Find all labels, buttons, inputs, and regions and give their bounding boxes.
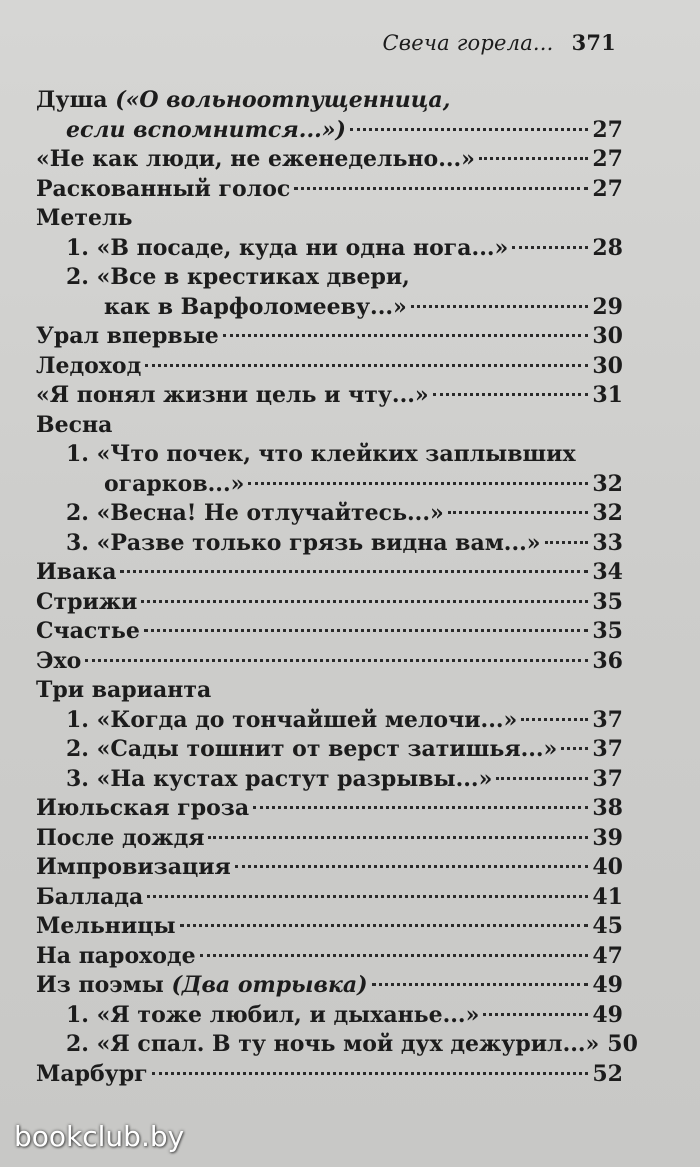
toc-entry-page: 28 [592, 234, 623, 261]
dot-leader [144, 629, 589, 632]
toc-entry [36, 440, 623, 470]
dot-leader [433, 393, 589, 396]
toc-entry-title-text: «Не как люди, не еженедельно...» [36, 146, 475, 172]
running-head [383, 30, 616, 55]
toc-entry-page: 52 [592, 1060, 623, 1087]
toc-entry-page: 49 [592, 972, 623, 998]
toc-entry-page: 33 [592, 529, 623, 556]
toc-entry-title-text: 1. «Когда до тончайшей мелочи...» [66, 706, 518, 733]
toc-entry [36, 234, 623, 264]
toc-entry [36, 529, 623, 559]
toc-entry-page: 35 [592, 588, 623, 615]
table-of-contents [36, 86, 638, 1089]
toc-entry [36, 116, 623, 146]
toc-entry-title-text: Счастье [36, 618, 140, 644]
toc-entry-title [66, 1001, 479, 1031]
dot-leader [294, 187, 588, 190]
toc-entry-title-text: Три варианта [36, 677, 212, 703]
toc-entry-page: 37 [592, 736, 623, 762]
toc-entry [36, 824, 623, 854]
toc-entry [36, 499, 623, 529]
toc-entry-page: 45 [592, 913, 623, 939]
dot-leader [448, 511, 589, 514]
toc-entry-page: 30 [592, 352, 623, 379]
toc-entry-page: 31 [592, 382, 623, 408]
toc-entry-page: 32 [592, 500, 623, 526]
dot-leader [561, 747, 588, 750]
toc-entry-title [36, 204, 132, 234]
toc-entry [36, 470, 623, 500]
toc-entry-title-text: Марбург [36, 1060, 148, 1087]
toc-entry-title-text: 1. «Что почек, что клейких заплывших [66, 441, 576, 467]
toc-entry-title [66, 529, 541, 559]
toc-entry-title [36, 175, 290, 205]
toc-entry [36, 735, 623, 765]
toc-entry-title-text: Эхо [36, 647, 82, 674]
toc-entry-title [66, 440, 576, 470]
page-number: 371 [571, 30, 616, 55]
toc-entry-title-text: Урал впервые [36, 323, 219, 349]
toc-entry [36, 588, 623, 618]
dot-leader [200, 954, 589, 957]
dot-leader [411, 305, 589, 308]
dot-leader [147, 895, 588, 898]
toc-entry-title-text: 2. «Сады тошнит от верст затишья...» [66, 736, 558, 762]
toc-entry-title [36, 676, 211, 706]
toc-entry [36, 794, 623, 824]
dot-leader [521, 718, 588, 721]
toc-entry-title [66, 735, 557, 765]
toc-entry [36, 676, 623, 706]
toc-entry-title [36, 794, 249, 824]
toc-entry-page: 34 [592, 559, 623, 585]
toc-entry-page: 40 [592, 854, 623, 880]
toc-entry-title [36, 971, 368, 1001]
toc-entry [36, 381, 623, 411]
toc-entry [36, 263, 623, 293]
toc-entry-title-text: 2. «Все в крестиках двери, [66, 264, 410, 290]
toc-entry [36, 352, 623, 382]
toc-entry-title [104, 293, 407, 323]
toc-entry [36, 322, 623, 352]
dot-leader [512, 246, 588, 249]
toc-entry [36, 1060, 623, 1090]
dot-leader [248, 482, 588, 485]
dot-leader [483, 1013, 588, 1016]
dot-leader [253, 806, 588, 809]
toc-entry-title-text: Мельницы [36, 913, 176, 939]
toc-entry-page: 27 [592, 116, 623, 143]
toc-entry [36, 204, 623, 234]
dot-leader [350, 128, 588, 131]
toc-entry [36, 617, 623, 647]
toc-entry-title [36, 942, 196, 972]
toc-entry-title [36, 411, 112, 441]
toc-entry-title-text: Ивака [36, 559, 117, 585]
toc-entry-page: 30 [592, 323, 623, 349]
toc-entry-page: 49 [592, 1001, 623, 1028]
toc-entry-page: 27 [592, 146, 623, 172]
toc-entry-title [36, 912, 176, 942]
toc-entry-page: 29 [592, 293, 623, 320]
toc-entry-title-text: Июльская гроза [36, 795, 250, 821]
toc-entry-title-text: как в Варфоломееву...» [104, 293, 407, 320]
toc-entry-title [36, 617, 140, 647]
dot-leader [235, 865, 589, 868]
dot-leader [85, 659, 588, 662]
toc-entry-title-text: 2. «Весна! Не отлучайтесь...» [66, 500, 444, 526]
toc-entry-title [36, 322, 219, 352]
toc-entry [36, 1030, 638, 1060]
toc-entry-title-text: Импровизация [36, 854, 231, 880]
toc-entry [36, 883, 623, 913]
toc-entry-title [36, 1060, 148, 1090]
toc-entry-page: 32 [592, 470, 623, 497]
toc-entry-title-text: огарков...» [104, 470, 245, 497]
toc-entry-title-text: Ледоход [36, 352, 142, 379]
toc-entry-page: 35 [592, 618, 623, 644]
toc-entry-title-text: 2. «Я спал. В ту ночь мой дух дежурил...» [66, 1031, 600, 1057]
toc-entry-title [36, 824, 204, 854]
toc-entry-title-text: 3. «Разве только грязь видна вам...» [66, 529, 541, 556]
toc-entry-title [66, 765, 492, 795]
toc-entry [36, 971, 623, 1001]
toc-entry-title [36, 883, 143, 913]
toc-entry-title-text: «Я понял жизни цель и чту...» [36, 382, 429, 408]
toc-entry [36, 86, 623, 116]
toc-entry-title-text: После дождя [36, 824, 205, 851]
toc-entry [36, 853, 623, 883]
dot-leader [223, 334, 589, 337]
dot-leader [372, 983, 589, 986]
toc-entry-title [36, 381, 429, 411]
toc-entry-page: 36 [592, 647, 623, 674]
toc-entry-page: 50 [607, 1031, 638, 1057]
toc-entry-title-text: 1. «Я тоже любил, и дыханье...» [66, 1001, 480, 1028]
toc-entry-title-text: Душа [36, 87, 116, 113]
toc-entry-page: 38 [592, 795, 623, 821]
running-head-title: Свеча горела... [382, 31, 554, 55]
toc-entry [36, 912, 623, 942]
watermark-logo: bookclub.by [14, 1120, 185, 1153]
toc-entry-title [66, 706, 517, 736]
toc-entry-title [36, 647, 81, 677]
toc-entry-title [36, 145, 475, 175]
toc-entry [36, 411, 623, 441]
toc-entry [36, 175, 623, 205]
toc-entry-title-text: На пароходе [36, 942, 196, 969]
toc-entry [36, 1001, 623, 1031]
toc-entry [36, 765, 623, 795]
toc-entry-title-text: Весна [36, 411, 113, 438]
toc-entry-title-text: Баллада [36, 883, 144, 910]
toc-entry-page: 41 [592, 883, 623, 910]
dot-leader [145, 364, 588, 367]
toc-entry-title-text: Метель [36, 205, 133, 231]
toc-entry-page: 47 [592, 942, 623, 969]
dot-leader [208, 836, 588, 839]
toc-entry-page: 39 [592, 824, 623, 851]
toc-entry [36, 293, 623, 323]
toc-entry-title-text: Стрижи [36, 588, 138, 615]
dot-leader [141, 600, 588, 603]
toc-entry-page: 37 [592, 765, 623, 792]
toc-entry-title [104, 470, 244, 500]
toc-entry-title-text: 1. «В посаде, куда ни одна нога...» [66, 234, 509, 261]
dot-leader [120, 570, 588, 573]
dot-leader [545, 541, 589, 544]
toc-entry [36, 942, 623, 972]
toc-entry-subtitle: если вспомнится...») [66, 116, 346, 143]
toc-entry-title [66, 1030, 599, 1060]
toc-entry-page: 27 [592, 175, 623, 202]
toc-entry-title [36, 588, 137, 618]
dot-leader [496, 777, 588, 780]
toc-entry [36, 706, 623, 736]
toc-entry [36, 558, 623, 588]
toc-entry [36, 647, 623, 677]
dot-leader [479, 157, 588, 160]
toc-entry-page: 37 [592, 706, 623, 733]
toc-entry-title [66, 263, 410, 293]
toc-entry-title [66, 499, 444, 529]
dot-leader [180, 924, 589, 927]
toc-entry-title [36, 558, 116, 588]
toc-entry [36, 145, 623, 175]
toc-entry-title [66, 234, 508, 264]
toc-entry-title-text: Раскованный голос [36, 175, 291, 202]
toc-entry-title [66, 116, 346, 146]
toc-entry-title [36, 853, 231, 883]
toc-entry-title-text: Из поэмы [36, 972, 172, 998]
toc-entry-title [36, 86, 450, 116]
toc-entry-subtitle: («О вольноотпущенница, [115, 87, 451, 113]
dot-leader [152, 1072, 589, 1075]
toc-entry-title [36, 352, 141, 382]
toc-entry-title-text: 3. «На кустах растут разрывы...» [66, 765, 493, 792]
toc-entry-subtitle: (Два отрывка) [171, 972, 368, 998]
